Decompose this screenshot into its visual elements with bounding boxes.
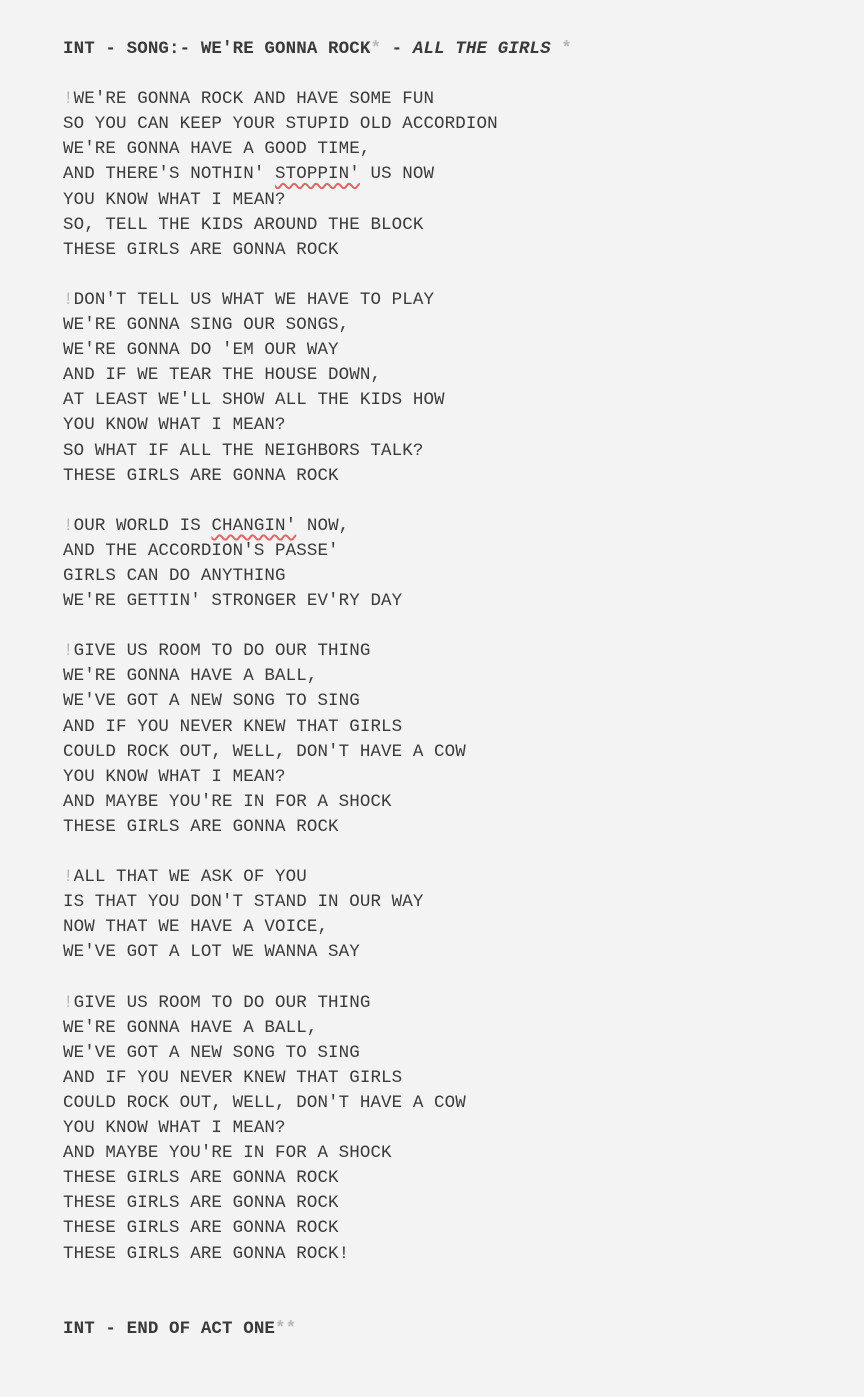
verse <box>63 87 843 263</box>
blank-line <box>63 62 843 87</box>
heading-prefix: INT - SONG:- WE'RE GONNA ROCK <box>63 39 371 59</box>
lyric-line <box>63 991 843 1016</box>
lyric-text: WE'RE GONNA SING OUR SONGS, <box>63 315 350 336</box>
blank-line <box>63 489 843 514</box>
lyric-line <box>63 238 843 263</box>
lyric-line <box>63 1191 843 1216</box>
lyric-text: YOU KNOW WHAT I MEAN? <box>63 766 286 787</box>
verse-marker: ! <box>63 515 74 536</box>
lyric-text: AND MAYBE YOU'RE IN FOR A SHOCK <box>63 791 392 812</box>
lyric-line <box>63 1166 843 1191</box>
lyric-line <box>63 1091 843 1116</box>
lyric-text: OUR WORLD IS <box>73 515 212 536</box>
lyric-text: AND THERE'S NOTHIN' <box>63 164 276 185</box>
lyric-text: WE'VE GOT A LOT WE WANNA SAY <box>63 942 360 963</box>
lyric-line <box>63 213 843 238</box>
heading-separator: - <box>381 39 413 59</box>
lyric-text: SO WHAT IF ALL THE NEIGHBORS TALK? <box>63 440 424 461</box>
verse-marker: ! <box>63 867 74 888</box>
blank-line <box>63 840 843 865</box>
lyric-line <box>63 514 843 539</box>
lyric-text: THESE GIRLS ARE GONNA ROCK <box>63 1218 339 1239</box>
lyric-text: COULD ROCK OUT, WELL, DON'T HAVE A COW <box>63 741 466 762</box>
blank-line <box>63 614 843 639</box>
lyric-line <box>63 639 843 664</box>
lyric-text: NOW THAT WE HAVE A VOICE, <box>63 917 329 938</box>
verse <box>63 514 843 614</box>
lyric-text: THESE GIRLS ARE GONNA ROCK <box>63 465 339 486</box>
lyric-text: AND IF YOU NEVER KNEW THAT GIRLS <box>63 716 403 737</box>
lyric-line <box>63 1041 843 1066</box>
scene-heading-song <box>63 37 843 62</box>
lyric-text: WE'RE GONNA HAVE A BALL, <box>63 666 318 687</box>
lyric-line <box>63 790 843 815</box>
lyric-text: WE'RE GETTIN' STRONGER EV'RY DAY <box>63 591 403 612</box>
lyric-text: NOW, <box>296 515 350 536</box>
verse <box>63 639 843 840</box>
blank-line <box>63 1267 843 1317</box>
spellcheck-flagged-word[interactable]: STOPPIN' <box>275 164 360 185</box>
lyric-line <box>63 539 843 564</box>
verse-marker: ! <box>63 992 74 1013</box>
lyric-text: WE'VE GOT A NEW SONG TO SING <box>63 691 360 712</box>
lyric-line <box>63 1016 843 1041</box>
blank-line <box>63 965 843 990</box>
lyric-text: DON'T TELL US WHAT WE HAVE TO PLAY <box>73 289 435 310</box>
lyric-text: AND MAYBE YOU'RE IN FOR A SHOCK <box>63 1143 392 1164</box>
lyric-text: AT LEAST WE'LL SHOW ALL THE KIDS HOW <box>63 390 445 411</box>
lyric-text: IS THAT YOU DON'T STAND IN OUR WAY <box>63 892 424 913</box>
verse <box>63 865 843 965</box>
lyric-text: YOU KNOW WHAT I MEAN? <box>63 1118 286 1139</box>
blank-line <box>63 263 843 288</box>
lyric-line <box>63 564 843 589</box>
lyric-line <box>63 1116 843 1141</box>
lyric-text: WE'RE GONNA DO 'EM OUR WAY <box>63 340 339 361</box>
lyric-line <box>63 188 843 213</box>
spellcheck-flagged-word[interactable]: CHANGIN' <box>211 515 297 536</box>
script-page[interactable] <box>63 37 843 1342</box>
end-heading-text: INT - END OF ACT ONE <box>63 1318 276 1339</box>
lyric-line <box>63 815 843 840</box>
lyric-line <box>63 288 843 313</box>
lyric-line <box>63 413 843 438</box>
heading-marker: * <box>550 39 572 59</box>
verse <box>63 991 843 1267</box>
verse <box>63 288 843 489</box>
lyric-line <box>63 1242 843 1267</box>
lyric-text: US NOW <box>359 164 435 185</box>
lyric-text: COULD ROCK OUT, WELL, DON'T HAVE A COW <box>63 1092 466 1113</box>
lyric-text: AND IF WE TEAR THE HOUSE DOWN, <box>63 365 382 386</box>
lyric-text: GIVE US ROOM TO DO OUR THING <box>73 641 371 662</box>
lyric-line <box>63 915 843 940</box>
lyric-text: YOU KNOW WHAT I MEAN? <box>63 189 286 210</box>
lyrics-body <box>63 87 843 1266</box>
lyric-line <box>63 313 843 338</box>
lyric-text: AND THE ACCORDION'S PASSE' <box>63 540 339 561</box>
lyric-text: WE'RE GONNA HAVE A GOOD TIME, <box>63 139 371 160</box>
lyric-line <box>63 464 843 489</box>
lyric-line <box>63 1141 843 1166</box>
lyric-line <box>63 439 843 464</box>
verse-marker: ! <box>63 89 74 110</box>
lyric-text: WE'RE GONNA HAVE A BALL, <box>63 1017 318 1038</box>
end-heading-marker: ** <box>275 1318 297 1339</box>
lyric-text: GIVE US ROOM TO DO OUR THING <box>73 992 371 1013</box>
lyric-text: GIRLS CAN DO ANYTHING <box>63 565 286 586</box>
lyric-line <box>63 1066 843 1091</box>
lyric-text: SO, TELL THE KIDS AROUND THE BLOCK <box>63 214 424 235</box>
lyric-text: THESE GIRLS ARE GONNA ROCK! <box>63 1243 350 1264</box>
lyric-line <box>63 589 843 614</box>
lyric-line <box>63 740 843 765</box>
lyric-text: SO YOU CAN KEEP YOUR STUPID OLD ACCORDION <box>63 114 498 135</box>
lyric-line <box>63 865 843 890</box>
lyric-line <box>63 940 843 965</box>
lyric-text: AND IF YOU NEVER KNEW THAT GIRLS <box>63 1067 403 1088</box>
lyric-line <box>63 765 843 790</box>
lyric-text: THESE GIRLS ARE GONNA ROCK <box>63 1193 339 1214</box>
lyric-text: WE'RE GONNA ROCK AND HAVE SOME FUN <box>73 89 435 110</box>
lyric-line <box>63 363 843 388</box>
heading-character: ALL THE GIRLS <box>412 39 551 59</box>
verse-marker: ! <box>63 289 74 310</box>
lyric-text: THESE GIRLS ARE GONNA ROCK <box>63 1168 339 1189</box>
lyric-text: THESE GIRLS ARE GONNA ROCK <box>63 239 339 260</box>
lyric-text: YOU KNOW WHAT I MEAN? <box>63 415 286 436</box>
verse-marker: ! <box>63 641 74 662</box>
lyric-line <box>63 689 843 714</box>
lyric-line <box>63 388 843 413</box>
lyric-line <box>63 137 843 162</box>
lyric-line <box>63 890 843 915</box>
lyric-text: WE'VE GOT A NEW SONG TO SING <box>63 1042 360 1063</box>
lyric-line <box>63 112 843 137</box>
lyric-text: ALL THAT WE ASK OF YOU <box>73 867 307 888</box>
lyric-line <box>63 664 843 689</box>
lyric-line <box>63 715 843 740</box>
lyric-line <box>63 162 843 187</box>
scene-heading-end-act <box>63 1317 843 1342</box>
heading-marker: * <box>370 39 382 59</box>
lyric-text: THESE GIRLS ARE GONNA ROCK <box>63 816 339 837</box>
lyric-line <box>63 338 843 363</box>
lyric-line <box>63 1216 843 1241</box>
lyric-line <box>63 87 843 112</box>
